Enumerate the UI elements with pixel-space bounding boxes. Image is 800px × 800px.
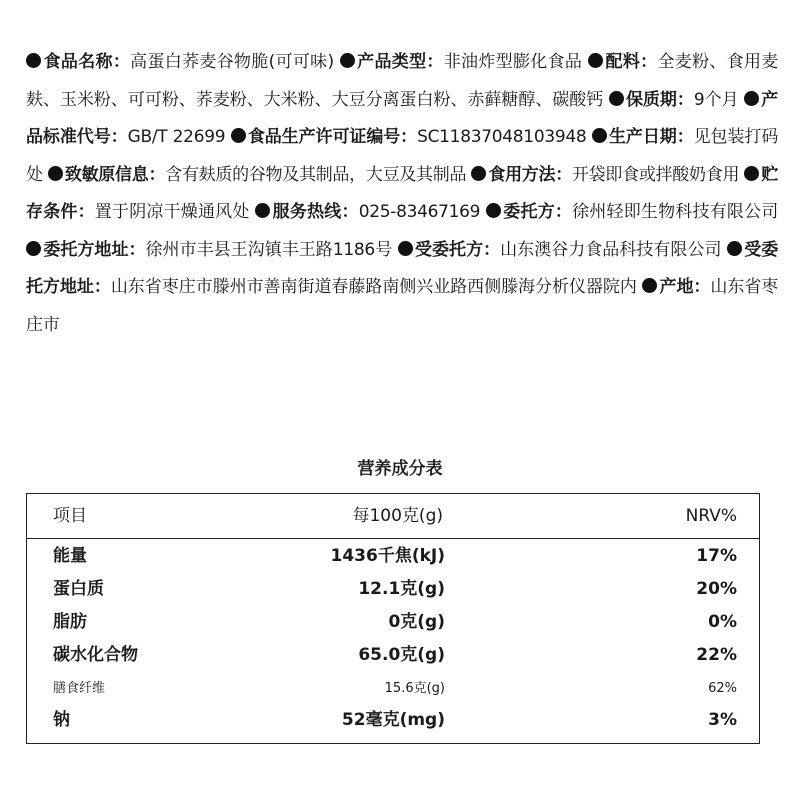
- info-field-license: 食品生产许可证编号：SC11837048103948: [231, 127, 587, 147]
- table-row: [27, 705, 759, 735]
- table-row: [27, 541, 759, 571]
- row-nrv: 3%: [708, 710, 737, 730]
- bullet-icon: [642, 278, 657, 293]
- table-row: [27, 674, 759, 704]
- table-row: [27, 640, 759, 670]
- bullet-icon: [486, 203, 501, 218]
- row-item: 能量: [53, 546, 87, 566]
- row-nrv: 62%: [708, 681, 737, 696]
- row-amount: 12.1克(g): [358, 579, 445, 599]
- table-row: [27, 574, 759, 604]
- row-amount: 52毫克(mg): [341, 710, 445, 730]
- info-field-origin: 产地：山东省枣庄市: [26, 277, 778, 335]
- info-field-shelf-life: 保质期：9个月: [609, 90, 739, 110]
- info-field-allergen: 致敏原信息：含有麸质的谷物及其制品，大豆及其制品: [48, 165, 466, 185]
- info-field-client: 委托方：徐州轻即生物科技有限公司: [486, 202, 778, 222]
- header-divider: [27, 538, 759, 539]
- header-per100: 每100克(g): [352, 506, 443, 526]
- row-item: 膳食纤维: [53, 681, 106, 696]
- row-nrv: 0%: [708, 612, 737, 632]
- bullet-icon: [231, 128, 246, 143]
- bullet-icon: [744, 91, 759, 106]
- bullet-icon: [398, 241, 413, 256]
- info-field-standard: 产品标准代号：GB/T 22699: [26, 89, 779, 147]
- info-field-storage: 贮存条件：置于阴凉干燥通风处: [26, 164, 779, 222]
- info-field-ingredients: 配料：全麦粉、食用麦麸、玉米粉、可可粉、荞麦粉、大米粉、大豆分离蛋白粉、赤藓糖醇、碳酸钙: [26, 52, 779, 110]
- info-field-manufacturer-address: 受委托方地址：山东省枣庄市滕州市善南街道春藤路南侧兴业路西侧滕海分析仪器院内: [26, 239, 779, 297]
- header-item: 项目: [53, 506, 87, 526]
- row-amount: 0克(g): [388, 612, 445, 632]
- info-field-name: 食品名称：高蛋白荞麦谷物脆(可可味): [26, 52, 334, 72]
- row-item: 碳水化合物: [53, 645, 138, 665]
- table-row: [27, 607, 759, 637]
- row-item: 脂肪: [53, 612, 87, 632]
- bullet-icon: [727, 241, 742, 256]
- row-amount: 65.0克(g): [358, 645, 445, 665]
- row-item: 蛋白质: [53, 579, 104, 599]
- bullet-icon: [48, 166, 63, 181]
- bullet-icon: [609, 91, 624, 106]
- info-field-usage: 食用方法：开袋即食或拌酸奶食用: [471, 165, 739, 185]
- product-info-paragraph: [26, 44, 778, 344]
- bullet-icon: [592, 128, 607, 143]
- bullet-icon: [255, 203, 270, 218]
- row-nrv: 17%: [696, 546, 737, 566]
- bullet-icon: [26, 241, 41, 256]
- info-field-production-date: 生产日期：见包装打码处: [26, 127, 779, 185]
- row-nrv: 22%: [696, 645, 737, 665]
- nutrition-table: [26, 493, 760, 744]
- info-field-manufacturer: 受委托方：山东澳谷力食品科技有限公司: [398, 240, 722, 260]
- bullet-icon: [588, 53, 603, 68]
- bullet-icon: [340, 53, 355, 68]
- row-nrv: 20%: [696, 579, 737, 599]
- info-field-type: 产品类型：非油炸型膨化食品: [340, 52, 583, 72]
- bullet-icon: [744, 166, 759, 181]
- table-header-row: [27, 501, 759, 531]
- row-amount: 1436千焦(kJ): [330, 546, 445, 566]
- bullet-icon: [471, 166, 486, 181]
- bullet-icon: [26, 53, 41, 68]
- row-amount: 15.6克(g): [384, 681, 445, 696]
- header-nrv: NRV%: [685, 506, 737, 526]
- info-field-hotline: 服务热线：025-83467169: [255, 202, 480, 222]
- info-field-client-address: 委托方地址：徐州市丰县王沟镇丰王路1186号: [26, 240, 392, 260]
- nutrition-table-title: 营养成分表: [357, 459, 443, 479]
- row-item: 钠: [53, 710, 70, 730]
